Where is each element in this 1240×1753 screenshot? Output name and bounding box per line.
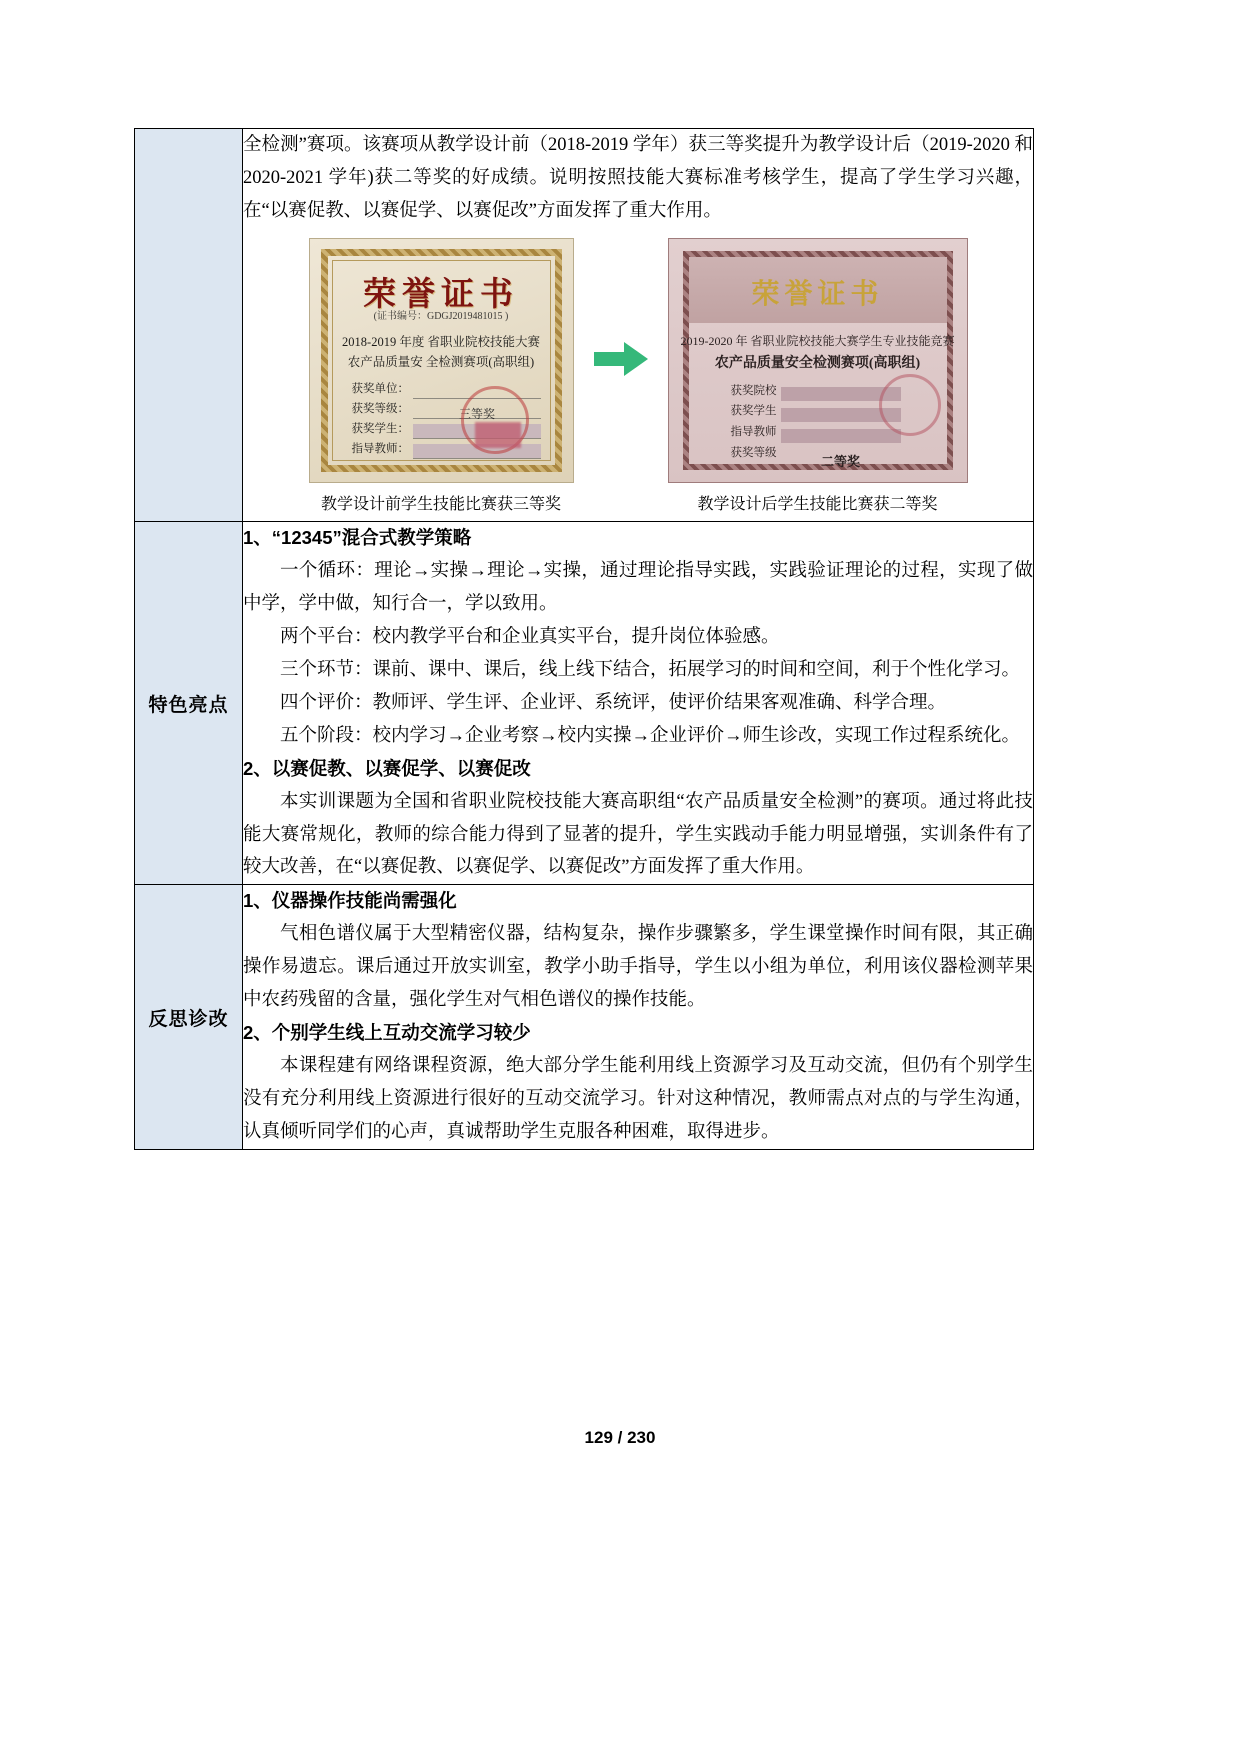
row-content-highlights [243,522,1034,885]
certificate-competition-line: 2019-2020 年 省职业院校技能大赛学生专业技能竞赛 [680,333,955,348]
content-table [134,128,1034,1150]
certificate-field-row [731,381,901,402]
certificate-event-line: 农产品质量安 全检测赛项(高职组) [347,354,535,369]
section-heading: 2、个别学生线上互动交流学习较少 [243,1022,531,1044]
section-heading: 2、以赛促教、以赛促学、以赛促改 [243,757,531,779]
certificate-right-wrap [668,238,968,519]
certificate-field-row [731,422,901,443]
certificate-field-label: 获奖院校 [730,384,777,397]
certificate-field-label: 获奖等级 [730,446,777,459]
certificate-image-after [668,238,968,483]
certificate-field-label: 指导教师 [730,426,777,439]
section-heading: 1、“12345”混合式教学策略 [243,527,472,549]
certificate-fields [730,381,901,469]
certificate-field-label: 获奖单位： [351,382,409,395]
paragraph-text: 五个阶段：校内学习→企业考察→校内实操→企业评价→师生诊改，实现工作过程系统化。 [280,725,1021,746]
arrow-wrap [594,342,648,388]
certificate-field-value: 三等奖 [413,404,541,419]
certificate-field-row [730,443,901,469]
certificate-field-label: 获奖等级： [351,402,409,415]
certificate-event-line: 农产品质量安全检测赛项(高职组) [714,355,921,371]
certificate-field-redacted [781,429,901,443]
table-row [135,522,1034,885]
paragraph-text: 四个评价：教师评、学生评、企业评、系统评，使评价结果客观准确、科学合理。 [280,692,947,713]
certificate-field-value: 二等奖 [820,453,860,469]
certificate-title: 荣誉证书 [363,274,519,312]
certificate-redaction-block [475,422,521,448]
table-row [135,129,1034,522]
page-number-footer: 129 / 230 [584,1428,656,1447]
certificate-field-label: 获奖学生： [351,423,409,436]
row-label-reflection: 反思诊改 [135,885,243,1149]
paragraph-text: 两个平台：校内教学平台和企业真实平台，提升岗位体验感。 [280,627,780,647]
certificate-seal [879,374,941,436]
figure-caption-after: 教学设计后学生技能比赛获二等奖 [697,495,938,513]
paragraph-text: 本实训课题为全国和省职业院校技能大赛高职组“农产品质量安全检测”的赛项。通过将此技能大赛常规化，教师的综合能力得到了显著的提升，学生实践动手能力明显增强，实训条件有了较大改善，在“以赛促教、以赛促学、以赛促改”方面发挥了重大作用。 [243,791,1033,878]
certificate-title: 荣誉证书 [751,277,884,309]
paragraph-text: 三个环节：课前、课中、课后，线上线下结合，拓展学习的时间和空间，利于个性化学习。 [280,659,1021,680]
table-row [135,885,1034,1149]
certificate-figure-group [243,238,1033,519]
arrow-right-icon [594,342,648,376]
certificate-number: (证书编号：GDGJ2019481015 ) [373,310,509,322]
row-content-figures [243,129,1034,522]
row-label-empty [135,129,243,522]
row-content-reflection [243,885,1034,1149]
certificate-field-row [731,401,901,422]
certificate-image-before [309,238,574,483]
paragraph-text: 一个循环：理论→实操→理论→实操，通过理论指导实践，实践验证理论的过程，实现了做中学，学中做，知行合一，学以致用。 [243,561,1033,615]
row-label-highlights: 特色亮点 [135,522,243,885]
section-heading: 1、仪器操作技能尚需强化 [243,890,457,912]
certificate-field-label: 指导教师： [351,443,409,456]
paragraph-text: 气相色谱仪属于大型精密仪器，结构复杂，操作步骤繁多，学生课堂操作时间有限，其正确操作易遗忘。课后通过开放实训室，教学小助手指导，学生以小组为单位，利用该仪器检测苹果中农药残留的含量，强化学生对气相色谱仪的操作技能。 [243,924,1033,1011]
certificate-field-label: 获奖学生 [730,405,777,418]
certificate-left-wrap [309,238,574,519]
figure-caption-before: 教学设计前学生技能比赛获三等奖 [320,495,561,513]
paragraph-text: 全检测”赛项。该赛项从教学设计前（2018-2019 学年）获三等奖提升为教学设计后（2019-2020 和 2020-2021 学年)获二等奖的好成绩。说明按照技能大赛标准考核学生，提高了学生学习兴趣，在“以赛促教、以赛促学、以赛促改”方面发挥了重大作用。 [243,135,1033,221]
certificate-competition-line: 2018-2019 年度 省职业院校技能大赛 [342,334,540,349]
paragraph-text: 本课程建有网络课程资源，绝大部分学生能利用线上资源学习及互动交流，但仍有个别学生没有充分利用线上资源进行很好的互动交流学习。针对这种情况，教师需点对点的与学生沟通，认真倾听同学们的心声，真诚帮助学生克服各种困难，取得进步。 [243,1055,1033,1142]
